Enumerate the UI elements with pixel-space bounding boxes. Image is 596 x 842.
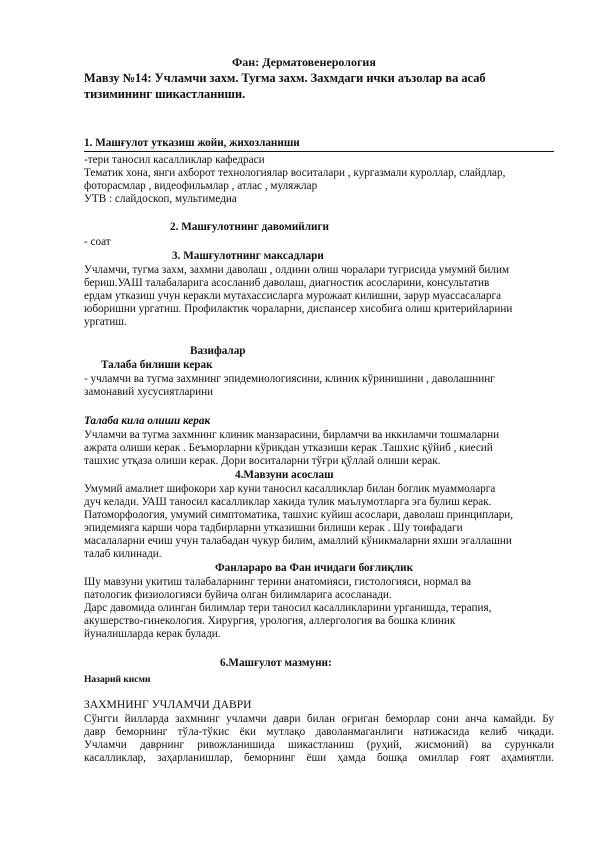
section-4-line: Патоморфология, умумий симптоматика, ташхис куйиш асослари, даволаш принциплари, [84, 509, 514, 521]
section-5-line: Шу мавзуни укитиш талабаларнинг терини анатомияси, гистологияси, нормал ва [84, 576, 472, 588]
section-6-title: 6.Машғулот мазмуни: [220, 657, 332, 669]
section-4-line: дуч келади. УАШ таносил касалликлар хакида тулик маълумотларга эга булиш керак. [84, 496, 492, 508]
section-2-value: - соат [84, 236, 111, 248]
section-5-line: патологик физиологияси буйича олган билимларига асосланади. [84, 589, 392, 601]
section-1-line: Тематик хона, янги ахборот технологиялар воситалари , кургазмали куроллар, слайдлар, [84, 167, 506, 179]
section-1-underline [84, 151, 554, 152]
body-heading: ЗАХМНИНГ УЧЛАМЧИ ДАВРИ [84, 698, 252, 711]
student-should-do-line: ташхис утқаза олиши керак. Дори воситаларни тўғри қўллай олиши керак. [84, 455, 441, 467]
body-paragraph-line: касалликлар, заҳарланишлар, беморнинг ёши ҳамда бошқа омиллар ғоят аҳамиятли. [84, 752, 554, 764]
section-5-line: йуналишларда керак булади. [84, 628, 221, 640]
section-2-title: 2. Машғулотнинг давомийлиги [170, 221, 329, 233]
tasks-title: Вазифалар [190, 345, 246, 357]
student-should-do-line: Учламчи ва тугма захмнинг клиник манзарасини, бирламчи ва иккиламчи тошмаларни [84, 429, 500, 441]
topic-title-line-1: Мавзу №14: Учламчи захм. Туғма захм. Захмдаги ички аъзолар ва асаб [84, 71, 486, 85]
section-4-line: Умумий амалиет шифокори хар куни таносил касалликлар билан боглик муаммоларга [84, 483, 496, 495]
student-should-do-line: ажрата олиши керак . Беъморларни кўрикдан утказиши керак .Ташхис қўйиб , киесий [84, 442, 493, 454]
section-5-line: Дарс давомида олинган билимлар тери таносил касалликларини урганишда, терапия, [84, 602, 492, 614]
section-1-title: 1. Машғулот утказиш жойи, жихозланиши [84, 137, 300, 149]
section-3-line: бериш.УАШ талабаларига асосланиб даволаш, диагностик асосларини, консультатив [84, 277, 490, 289]
section-3-line: Учламчи, тугма захм, захмни даволаш , олдини олиш чоралари тугрисида умумий билим [84, 264, 510, 276]
student-should-know-title: Талаба билиши керак [101, 359, 213, 371]
topic-title-line-2: тизимининг шикастланиши. [84, 87, 246, 101]
student-should-do-title: Талаба кила олиши керак [84, 415, 211, 427]
body-paragraph-line: давр беморнинг тўла-тўкис ёки мутлақо даволанмаганлиги натижасида келиб чиқади. [84, 726, 554, 738]
student-should-know-line: замонавий хусусиятларини [84, 386, 214, 398]
subject-title: Фан: Дерматовенерология [232, 55, 376, 69]
section-3-title: 3. Машғулотнинг максадлари [172, 250, 324, 262]
student-should-know-line: - учламчи ва тугма захмнинг эпидемиологиясини, клиник кўринишини , даволашнинг [84, 373, 495, 385]
section-4-title: 4.Мавзуни асослаш [235, 469, 334, 481]
section-1-line: фоторасмлар , видеофильмлар , атлас , муляжлар [84, 180, 318, 192]
section-3-line: ердам утказиш учун керакли мутахассисларга мурожаат килишни, зарур муассасаларга [84, 290, 502, 302]
section-4-line: талаб килинади. [84, 548, 162, 560]
section-3-line: ургатиш. [84, 316, 127, 328]
body-paragraph-line: Сўнгги йилларда захмнинг учламчи даври билан оғриган беморлар сони анча камайди. Бу [84, 713, 554, 725]
theory-part-label: Назарий кисми [84, 675, 151, 685]
section-4-line: эпидемияга карши чора тадбирларни утказишни билиши керак . Шу тоифадаги [84, 522, 463, 534]
section-4-line: масалаларни ечиш учун талабадан чукур билим, амаллий кўникмаларни яхши эгаллашни [84, 535, 512, 547]
section-3-line: юборишни ургатиш. Профилактик чораларни, диспансер хисобига олиш критерийларини [84, 303, 513, 315]
section-1-line: -тери таносил касалликлар кафедраси [84, 154, 265, 166]
section-5-line: акушерство-гинекология. Хирургия, урология, аллергология ва бошка клиник [84, 615, 456, 627]
section-5-title: Фанлараро ва Фан ичидаги боғлиқлик [215, 562, 414, 574]
section-1-line: УТВ : слайдоскоп, мультимедиа [84, 193, 237, 205]
body-paragraph-line: Учламчи даврнинг ривожланишида шикастланиш (руҳий, жисмоний) ва сурункали [84, 739, 554, 751]
